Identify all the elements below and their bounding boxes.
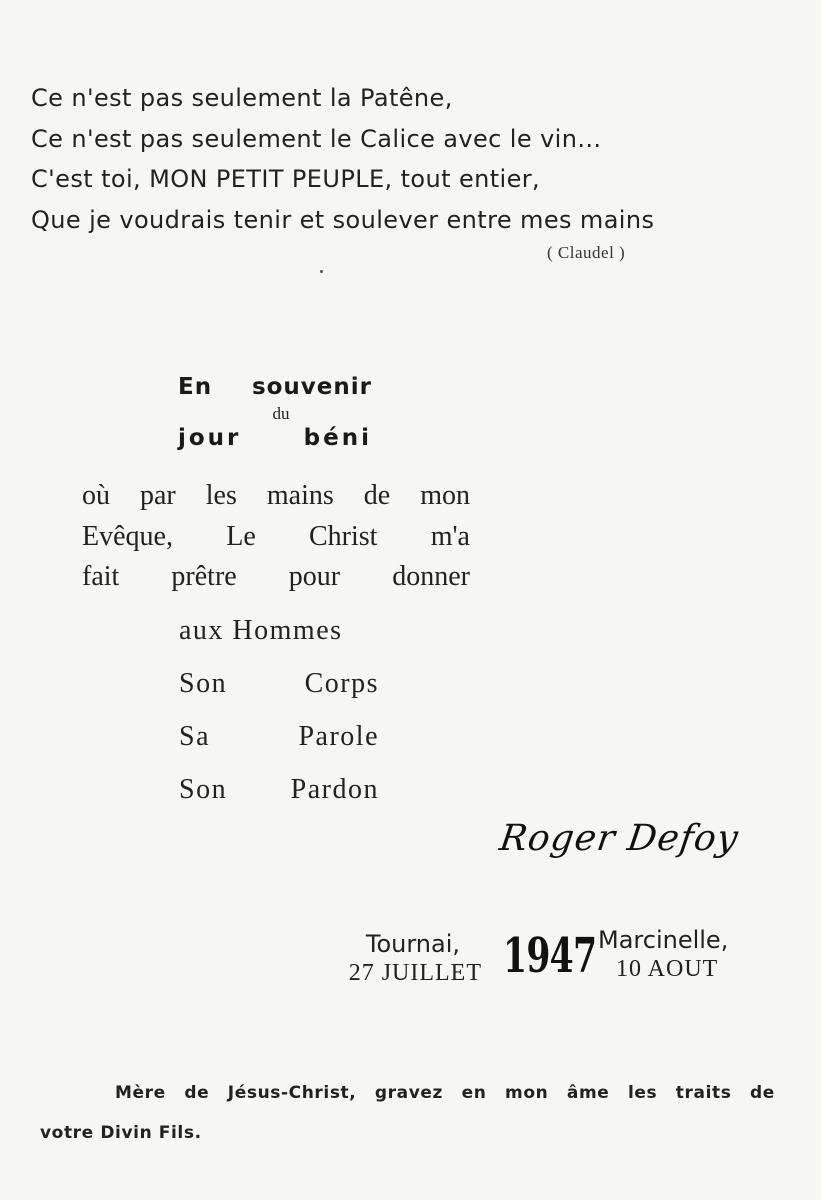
prayer-line — [40, 1073, 775, 1113]
word: béni — [303, 425, 372, 451]
prayer-line: votre Divin Fils. — [40, 1123, 202, 1143]
word: Parole — [298, 721, 379, 752]
poem-line: C'est toi, MON PETIT PEUPLE, tout entier, — [31, 165, 541, 193]
souvenir-line — [178, 425, 372, 451]
word: mains — [266, 480, 334, 511]
word: souvenir — [251, 374, 372, 400]
word: où — [82, 480, 110, 511]
word: de — [363, 480, 391, 511]
word: les — [205, 480, 237, 511]
date: 27 JUILLET — [348, 960, 482, 986]
word: prêtre — [171, 561, 237, 592]
poem-attribution: ( Claudel ) — [547, 243, 626, 262]
word: traits — [675, 1083, 732, 1103]
word: donner — [392, 561, 470, 592]
word: mon — [505, 1083, 549, 1103]
ordination-place-left — [310, 930, 482, 988]
souvenir-heading — [178, 374, 372, 451]
gifts-row — [179, 768, 379, 821]
date: 10 AOUT — [616, 956, 719, 982]
word: jour — [178, 425, 242, 451]
ordination-year: 1947 — [503, 928, 597, 984]
poem-line: Que je voudrais tenir et soulever entre mes mains — [31, 205, 655, 234]
word: En — [178, 374, 213, 400]
poem-quote — [31, 78, 654, 240]
dedication-text — [82, 476, 470, 598]
word: de — [750, 1083, 775, 1103]
word: mon — [420, 480, 470, 511]
word: Sa — [179, 721, 210, 752]
word: Corps — [304, 668, 379, 699]
gifts-row — [179, 715, 379, 768]
word: par — [140, 480, 176, 511]
dedication-row — [82, 476, 470, 517]
souvenir-line — [178, 374, 372, 400]
word: de — [184, 1083, 210, 1103]
word: m'a — [430, 520, 470, 552]
word: gravez — [374, 1083, 444, 1103]
poem-line: Ce n'est pas seulement la Patêne, — [31, 84, 453, 112]
word: pour — [288, 561, 341, 592]
word: fait — [82, 561, 120, 592]
word: Mère — [115, 1083, 166, 1103]
word: Jésus-Christ, — [227, 1083, 357, 1103]
word: âme — [566, 1083, 610, 1103]
city: Tournai, — [365, 930, 460, 958]
word: Christ — [309, 520, 378, 552]
word: Evêque, — [82, 520, 173, 552]
signature: Roger Defoy — [497, 818, 742, 859]
word: les — [627, 1083, 658, 1103]
word: Son — [179, 668, 228, 699]
prayer-text — [40, 1073, 775, 1153]
word: aux Hommes — [179, 615, 343, 646]
city: Marcinelle, — [598, 926, 729, 954]
word: en — [461, 1083, 487, 1103]
word: Son — [179, 774, 228, 805]
gifts-row — [179, 609, 379, 662]
word: Pardon — [290, 774, 379, 805]
ordination-place-right — [598, 926, 773, 984]
decorative-dot — [320, 270, 323, 273]
souvenir-du: du — [272, 404, 290, 423]
dedication-row — [82, 557, 470, 598]
poem-line: Ce n'est pas seulement le Calice avec le vin... — [31, 124, 602, 153]
word: Le — [226, 520, 256, 552]
gifts-row — [179, 662, 379, 715]
gifts-list — [179, 609, 379, 821]
dedication-row — [82, 517, 470, 558]
